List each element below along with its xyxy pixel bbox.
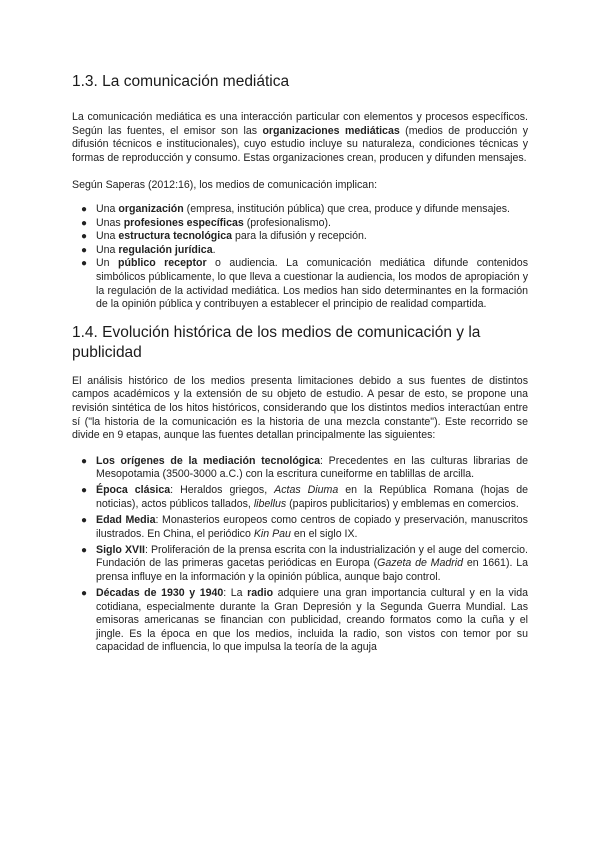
bold-term: organizaciones mediáticas (262, 124, 400, 137)
bold-term: profesiones específicas (123, 216, 244, 229)
paragraph-saperas: Según Saperas (2012:16), los medios de comunicación implican: (72, 179, 378, 192)
list-item (72, 455, 528, 482)
text: adquiere una gran importancia cultural y en la vida cotidiana, especialmente durante la Gran Depresión y la Segunda Guerra Mundial. Las emisoras americanas se financian con publicidad, creando formatos como la cuña y el jingle. Es la época en que los medios, incluida la radio, son vistos con temor por su capacidad de influencia, lo que impulsa la teoría de la aguja (96, 587, 528, 654)
bold-term: Siglo XVII (96, 543, 145, 556)
text: : Proliferación de la prensa escrita con la industrialización y el auge del comercio. Fundación de las primeras gacetas periódicas en Europa ( (96, 543, 528, 570)
paragraph-media-communication (72, 111, 528, 165)
bullet-icon: ● (81, 203, 88, 215)
page-content (72, 60, 528, 658)
bullet-icon: ● (81, 258, 88, 270)
media-elements-list (72, 203, 528, 312)
bullet-icon: ● (81, 485, 88, 497)
bullet-icon: ● (81, 231, 88, 243)
text: Un (96, 257, 119, 270)
text: : Precedentes en las culturas librarias de Mesopotamia (3500-3000 a.C.) con la escritura cuneiforme en tablillas de arcilla. (96, 454, 528, 481)
text: (medios de producción y difusión técnicos e institucionales), cuyo estudio incluye su naturaleza, condiciones técnicas y formas de reproducción y consumo. Estas organizaciones crean, producen y difunden mensajes. (72, 124, 528, 164)
text: : La (223, 587, 248, 600)
bullet-icon: ● (81, 217, 88, 229)
text: (papiros publicitarios) y emblemas en comercios. (286, 497, 519, 510)
bold-term: radio (247, 587, 274, 600)
list-item (72, 514, 528, 541)
text: o audiencia. La comunicación mediática difunde contenidos simbólicos públicamente, lo que lleva a cuestionar la audiencia, los modos de apropiación y la regulación de la actividad mediática. Los medios han sido determinantes en la formación de la opinión pública y contribuyen a establecer el principio de realidad compartida. (96, 257, 528, 311)
bullet-icon: ● (81, 588, 88, 600)
list-item (72, 544, 528, 585)
italic-term: Actas Diuma (274, 484, 339, 497)
bold-term: estructura tecnológica (118, 230, 233, 243)
text: en 1661). La prensa influye en la información y la opinión pública, aunque bajo control. (96, 557, 528, 583)
text: en la República Romana (hojas de noticias), actos públicos tallados, (96, 484, 529, 510)
italic-term: Kin Pau (253, 527, 291, 540)
section-heading-1-4: 1.4. Evolución histórica de los medios de comunicación y la publicidad (72, 323, 481, 361)
italic-term: libellus (253, 497, 287, 510)
text: . (212, 243, 216, 256)
text: en el siglo IX. (290, 527, 358, 540)
text: Una (96, 202, 119, 215)
bold-term: Edad Media (96, 514, 156, 527)
bold-term: Décadas de 1930 y 1940 (96, 587, 224, 600)
text: Unas (96, 216, 124, 229)
list-item (72, 217, 528, 231)
text: (profesionalismo). (243, 216, 331, 229)
text: : Heraldos griegos, (170, 484, 275, 497)
bullet-icon: ● (81, 244, 88, 256)
list-item (72, 203, 528, 217)
list-item (72, 244, 528, 258)
historical-stages-list (72, 455, 528, 655)
bullet-icon: ● (81, 544, 88, 556)
text: Una (96, 243, 119, 256)
list-item (72, 257, 528, 311)
bold-term: Época clásica (96, 484, 171, 497)
section-heading-1-3: 1.3. La comunicación mediática (72, 73, 290, 90)
bold-term: público receptor (118, 257, 207, 270)
text: La comunicación mediática es una interacción particular con elementos y procesos específicos. Según las fuentes, el emisor son las (72, 111, 528, 137)
list-item (72, 587, 528, 655)
text: : Monasterios europeos como centros de copiado y preservación, manuscritos ilustrados. En China, el periódico (96, 514, 528, 540)
bold-term: regulación jurídica (118, 243, 213, 256)
list-item (72, 484, 528, 511)
text: para la difusión y recepción. (232, 230, 367, 243)
text: Una (96, 230, 119, 243)
list-item (72, 230, 528, 244)
italic-term: Gazeta de Madrid (377, 557, 464, 570)
bold-term: organización (118, 202, 184, 215)
bullet-icon: ● (81, 515, 88, 527)
text: (empresa, institución pública) que crea, produce y difunde mensajes. (183, 202, 510, 215)
paragraph-historical-analysis: El análisis histórico de los medios presenta limitaciones debido a sus fuentes de distintos campos académicos y la extensión de su objeto de estudio. A pesar de esto, se propone una revisión sintética de los hitos históricos, considerando que los distintos medios interactúan entre sí ("la historia de la comunicación es la historia de una mezcla constante"). Este recorrido se divide en 9 etapas, aunque las fuentes detallan principalmente las siguientes: (72, 374, 528, 442)
bullet-icon: ● (81, 455, 88, 467)
bold-term: Los orígenes de la mediación tecnológica (96, 454, 320, 467)
